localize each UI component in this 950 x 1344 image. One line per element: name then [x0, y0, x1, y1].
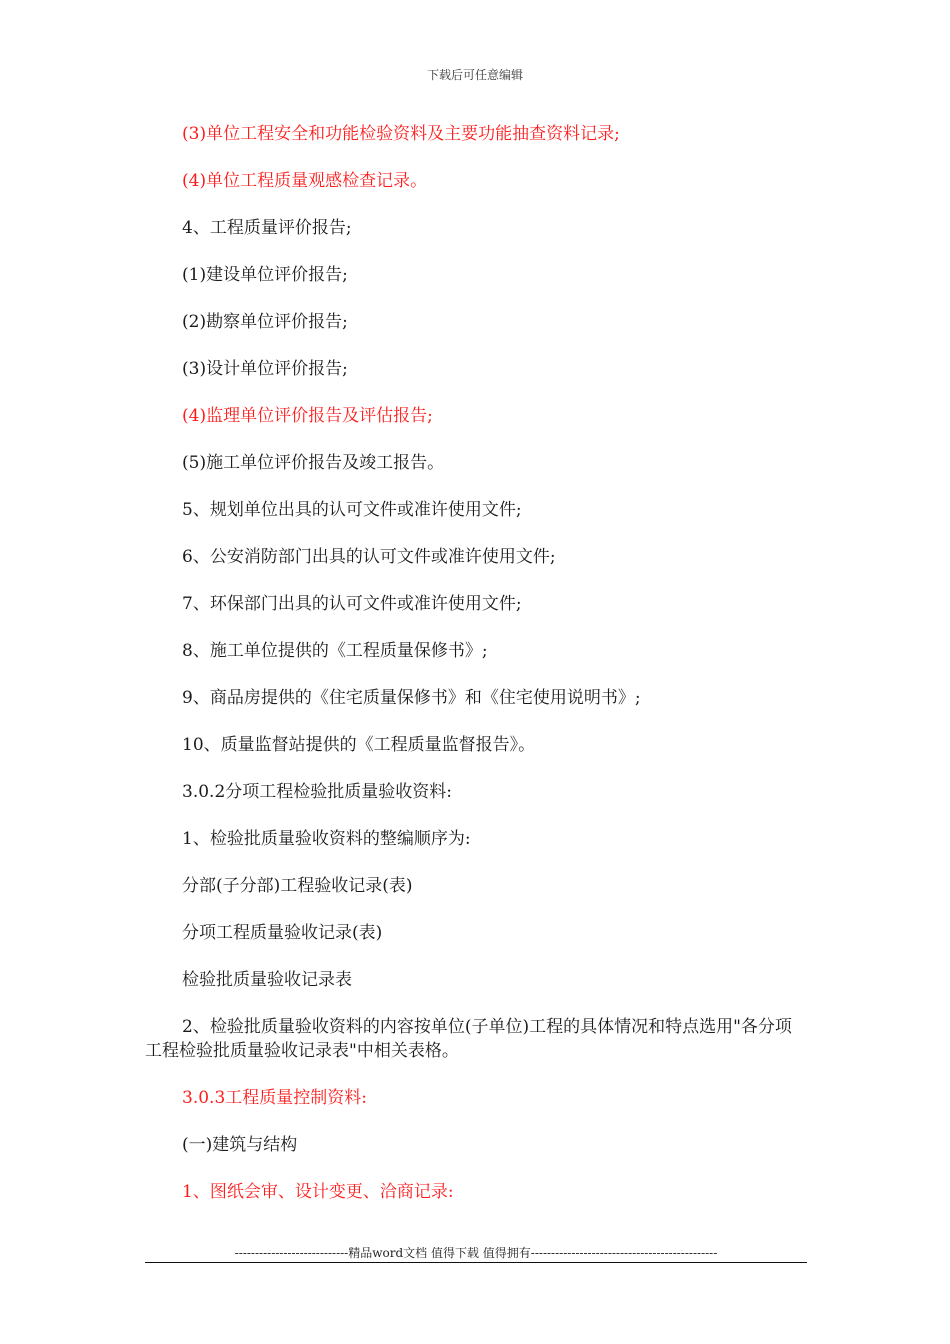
paragraph: 2、检验批质量验收资料的内容按单位(子单位)工程的具体情况和特点选用"各分项工程检验批质量验收记录表"中相关表格。 — [145, 1017, 792, 1061]
paragraph: 3.0.3工程质量控制资料: — [182, 1088, 367, 1108]
paragraph: 1、图纸会审、设计变更、洽商记录: — [182, 1182, 454, 1202]
paragraph: 6、公安消防部门出具的认可文件或准许使用文件; — [182, 547, 556, 567]
paragraph: (4)监理单位评价报告及评估报告; — [182, 406, 433, 426]
footer-divider — [145, 1262, 807, 1263]
paragraph: (1)建设单位评价报告; — [182, 265, 348, 285]
page-footer: ----------------------------精品word文档 值得下载 值得拥有---------------------------------------------- — [234, 1246, 718, 1260]
paragraph: 8、施工单位提供的《工程质量保修书》; — [182, 641, 488, 661]
paragraph: 1、检验批质量验收资料的整编顺序为: — [182, 829, 471, 849]
paragraph: 检验批质量验收记录表 — [182, 970, 352, 990]
page-header: 下载后可任意编辑 — [426, 68, 523, 82]
paragraph: 10、质量监督站提供的《工程质量监督报告》。 — [182, 735, 536, 755]
paragraph: 分部(子分部)工程验收记录(表) — [182, 876, 413, 896]
paragraph: (3)单位工程安全和功能检验资料及主要功能抽查资料记录; — [182, 124, 620, 144]
paragraph: (4)单位工程质量观感检查记录。 — [182, 171, 428, 191]
paragraph: (2)勘察单位评价报告; — [182, 312, 348, 332]
paragraph: 5、规划单位出具的认可文件或准许使用文件; — [182, 500, 522, 520]
paragraph: (一)建筑与结构 — [182, 1135, 298, 1155]
document-body — [145, 122, 807, 1227]
paragraph: 分项工程质量验收记录(表) — [182, 923, 383, 943]
paragraph: (3)设计单位评价报告; — [182, 359, 348, 379]
paragraph: 7、环保部门出具的认可文件或准许使用文件; — [182, 594, 522, 614]
paragraph: 9、商品房提供的《住宅质量保修书》和《住宅使用说明书》; — [182, 688, 641, 708]
paragraph: 3.0.2分项工程检验批质量验收资料: — [182, 782, 452, 802]
paragraph: (5)施工单位评价报告及竣工报告。 — [182, 453, 445, 473]
paragraph: 4、工程质量评价报告; — [182, 218, 352, 238]
